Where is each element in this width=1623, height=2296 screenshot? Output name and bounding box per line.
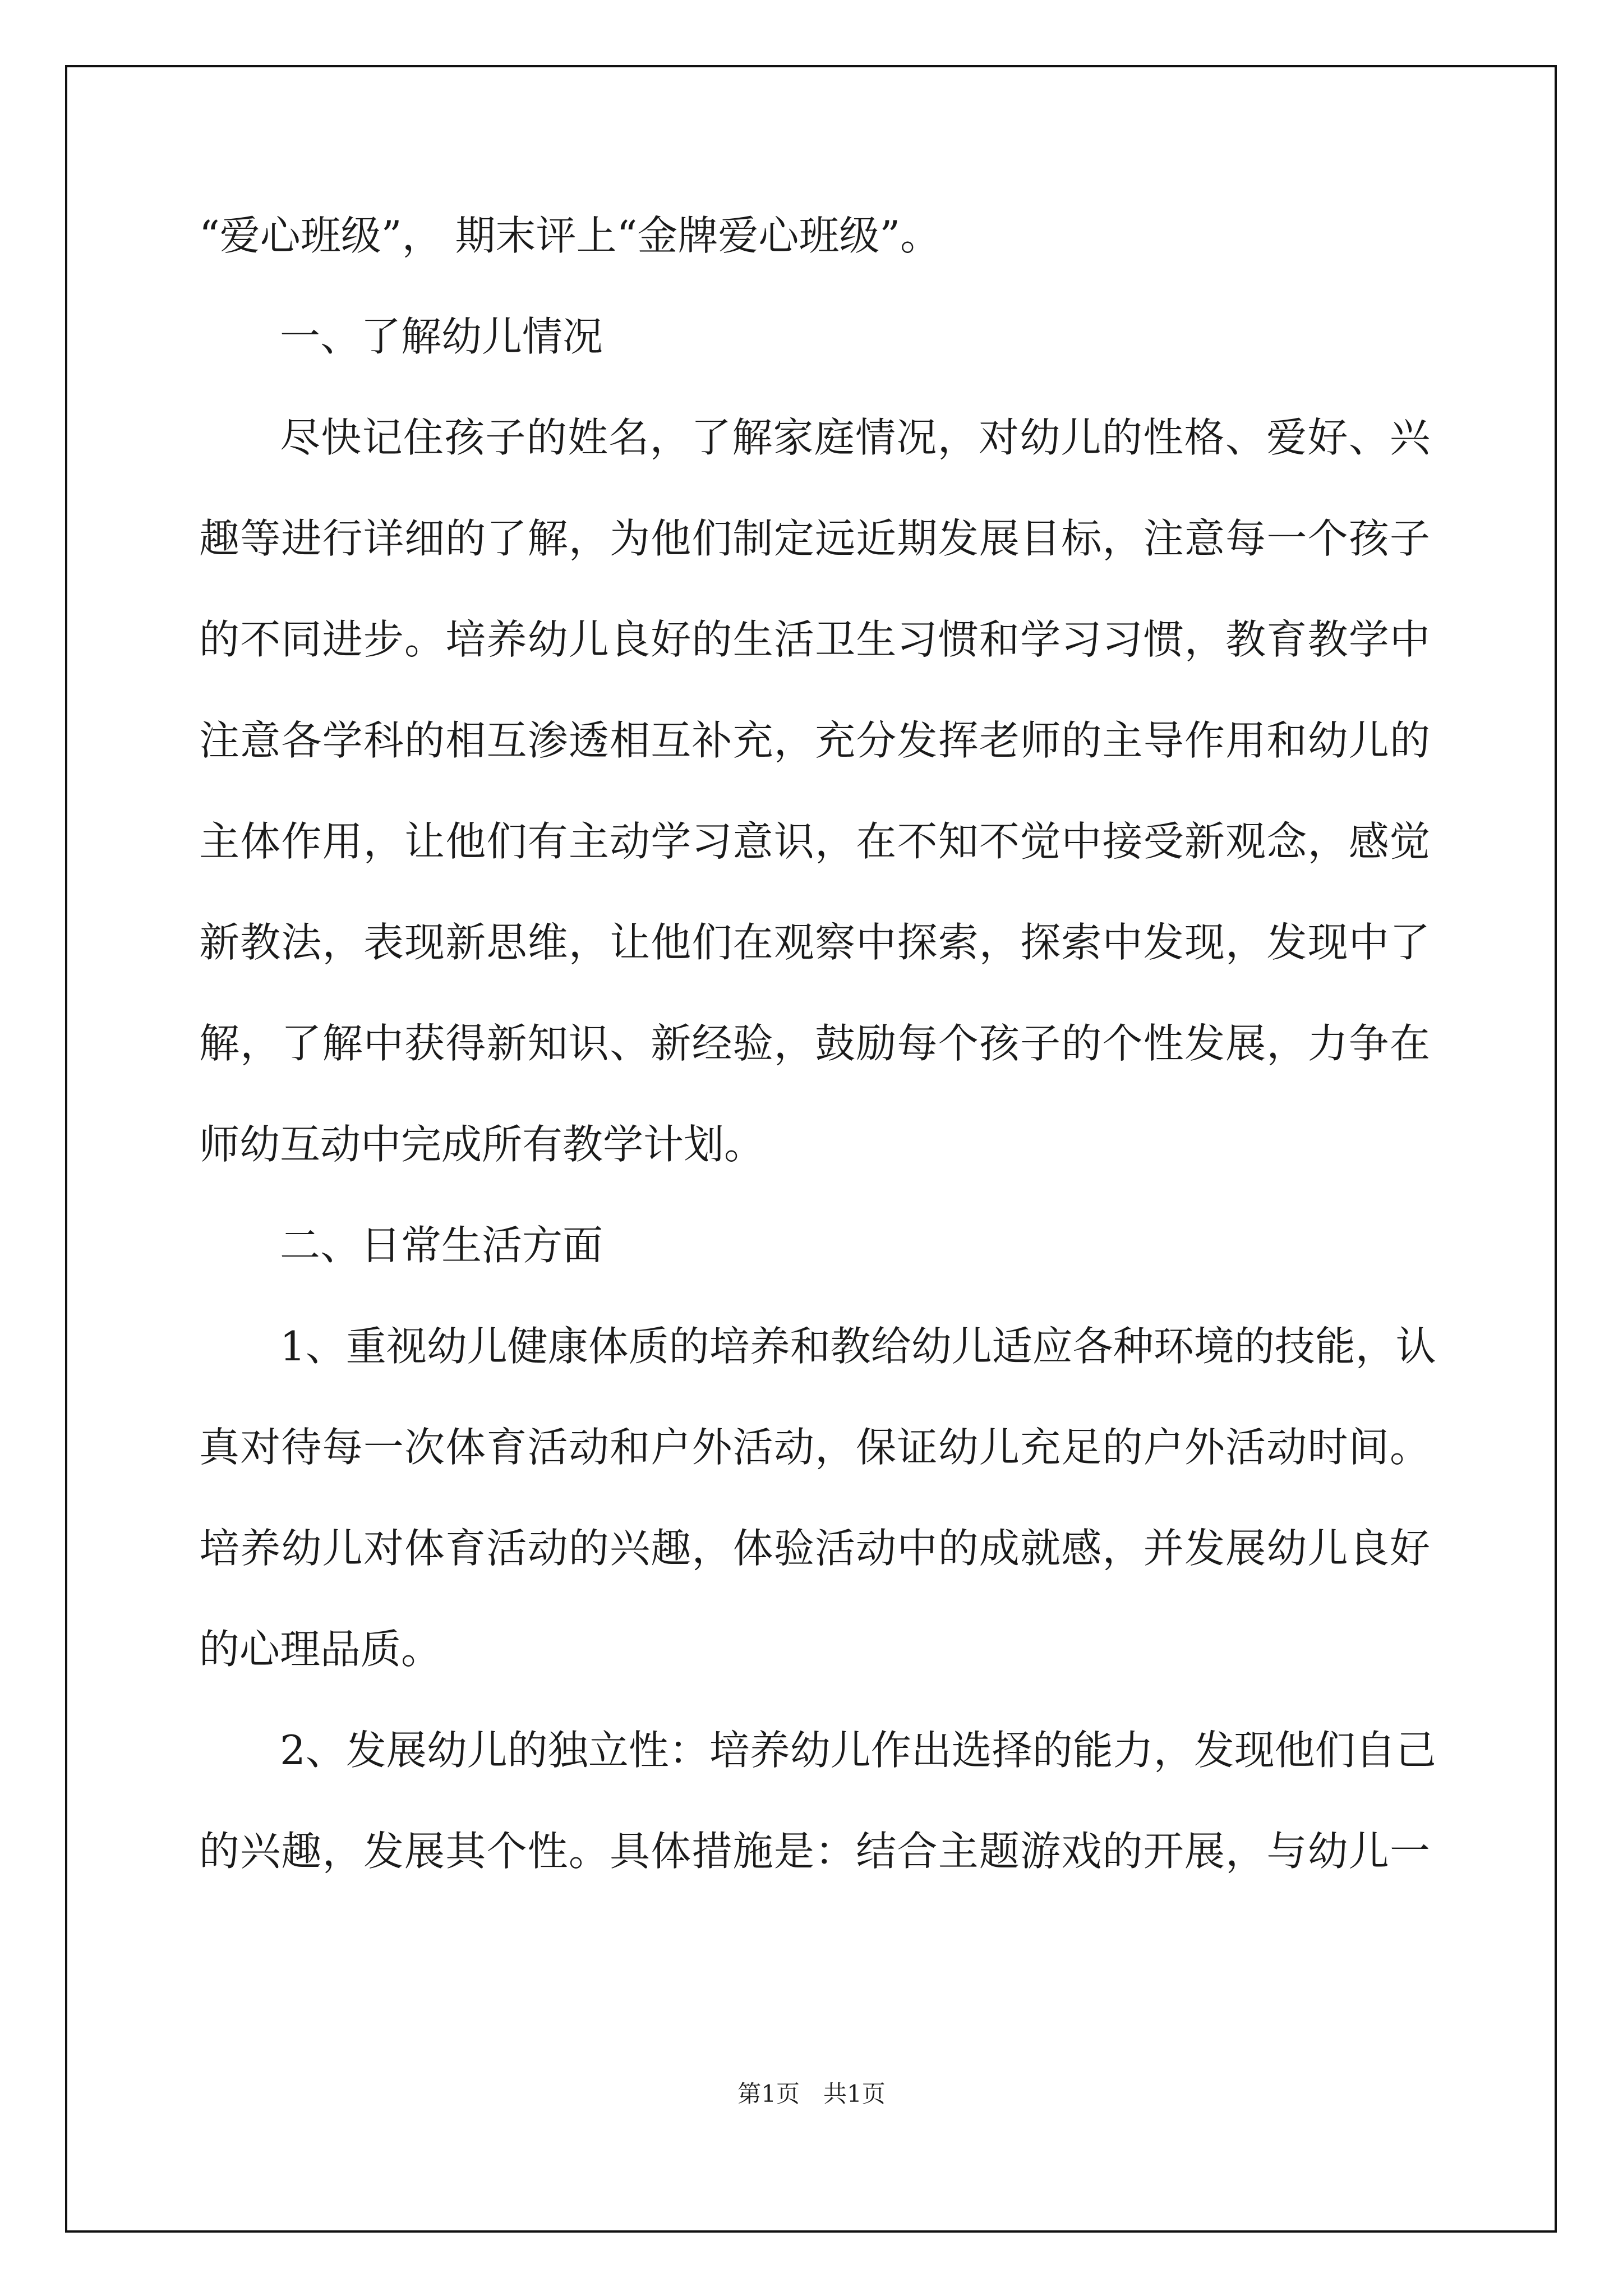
text-line: 的兴趣，发展其个性。具体措施是：结合主题游戏的开展，与幼儿一 <box>199 1828 1430 1875</box>
text-line: 注意各学科的相互渗透相互补充，充分发挥老师的主导作用和幼儿的 <box>199 717 1430 764</box>
page-number: 第1页 共1页 <box>737 2080 886 2108</box>
text-line: 的心理品质。 <box>199 1626 442 1673</box>
text-line: 培养幼儿对体育活动的兴趣，体验活动中的成就感，并发展幼儿良好 <box>199 1525 1430 1572</box>
text-line: 的不同进步。培养幼儿良好的生活卫生习惯和学习习惯，教育教学中 <box>199 616 1430 663</box>
text-line: 主体作用，让他们有主动学习意识，在不知不觉中接受新观念，感觉 <box>199 818 1430 865</box>
text-line: 师幼互动中完成所有教学计划。 <box>199 1121 765 1168</box>
text-line: 趣等进行详细的了解，为他们制定远近期发展目标，注意每一个孩子 <box>199 515 1430 562</box>
text-line: 真对待每一次体育活动和户外活动，保证幼儿充足的户外活动时间。 <box>199 1424 1430 1471</box>
text-line: 解，了解中获得新知识、新经验，鼓励每个孩子的个性发展，力争在 <box>199 1020 1430 1067</box>
section-heading: 一、了解幼儿情况 <box>280 313 603 360</box>
text-line: 尽快记住孩子的姓名，了解家庭情况，对幼儿的性格、爱好、兴 <box>280 414 1430 461</box>
text-line: 1、重视幼儿健康体质的培养和教给幼儿适应各种环境的技能，认 <box>280 1323 1436 1370</box>
section-heading: 二、日常生活方面 <box>280 1222 603 1269</box>
text-line: 2、发展幼儿的独立性：培养幼儿作出选择的能力，发现他们自己 <box>280 1727 1436 1774</box>
text-line: 新教法，表现新思维，让他们在观察中探索，探索中发现，发现中了 <box>199 919 1430 966</box>
text-line: “爱心班级”， 期末评上“金牌爱心班级”。 <box>199 212 941 259</box>
